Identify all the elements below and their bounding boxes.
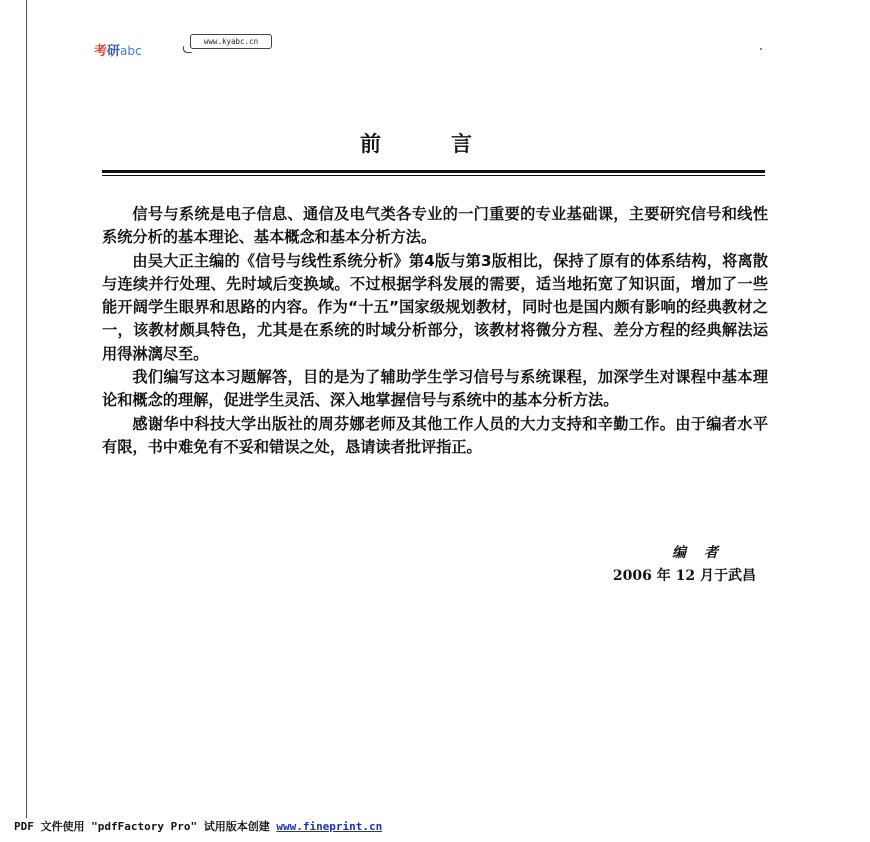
kyabc-logo: [94, 40, 142, 59]
signature-author: 编者: [672, 545, 736, 561]
paragraph-2: 由吴大正主编的《信号与线性系统分析》第4版与第3版相比，保持了原有的体系结构，将离散与连续并行处理、先时域后变换域。不过根据学科发展的需要，适当地拓宽了知识面，增加了一些能开阔学生眼界和思路的内容。作为“十五”国家级规划教材，同时也是国内颇有影响的经典教材之一，该教材颇具特色，尤其是在系统的时域分析部分，该教材将微分方程、差分方程的经典解法运用得淋漓尽至。: [102, 251, 768, 363]
logo-part2: 研: [107, 44, 121, 59]
signature-block: [613, 542, 756, 588]
footer-link[interactable]: www.fineprint.cn: [276, 820, 383, 833]
website-speech-bubble: www.kyabc.cn: [190, 34, 272, 49]
page-title: 前言: [360, 132, 542, 156]
signature-date: 2006 年 12 月于武昌: [612, 568, 756, 584]
logo-part1: 考: [94, 44, 108, 59]
scan-speck: [760, 48, 762, 50]
paragraph-4: 感谢华中科技大学出版社的周芬娜老师及其他工作人员的大力支持和辛勤工作。由于编者水平有限，书中难免有不妥和错误之处，恳请读者批评指正。: [102, 414, 768, 456]
preface-body: [102, 203, 768, 459]
paragraph-1: 信号与系统是电子信息、通信及电气类各专业的一门重要的专业基础课，主要研究信号和线性系统分析的基本理论、基本概念和基本分析方法。: [102, 205, 768, 247]
title-rule-thin: [102, 175, 765, 176]
footer-text: PDF 文件使用 "pdfFactory Pro" 试用版本创建: [14, 820, 270, 833]
logo-part3: abc: [120, 44, 142, 58]
title-rule-thick: [102, 170, 765, 173]
paragraph-3: 我们编写这本习题解答，目的是为了辅助学生学习信号与系统课程，加深学生对课程中基本理论和概念的理解，促进学生灵活、深入地掌握信号与系统中的基本分析方法。: [102, 368, 768, 410]
pdf-footer: [14, 818, 382, 834]
page-left-border: [26, 0, 27, 818]
